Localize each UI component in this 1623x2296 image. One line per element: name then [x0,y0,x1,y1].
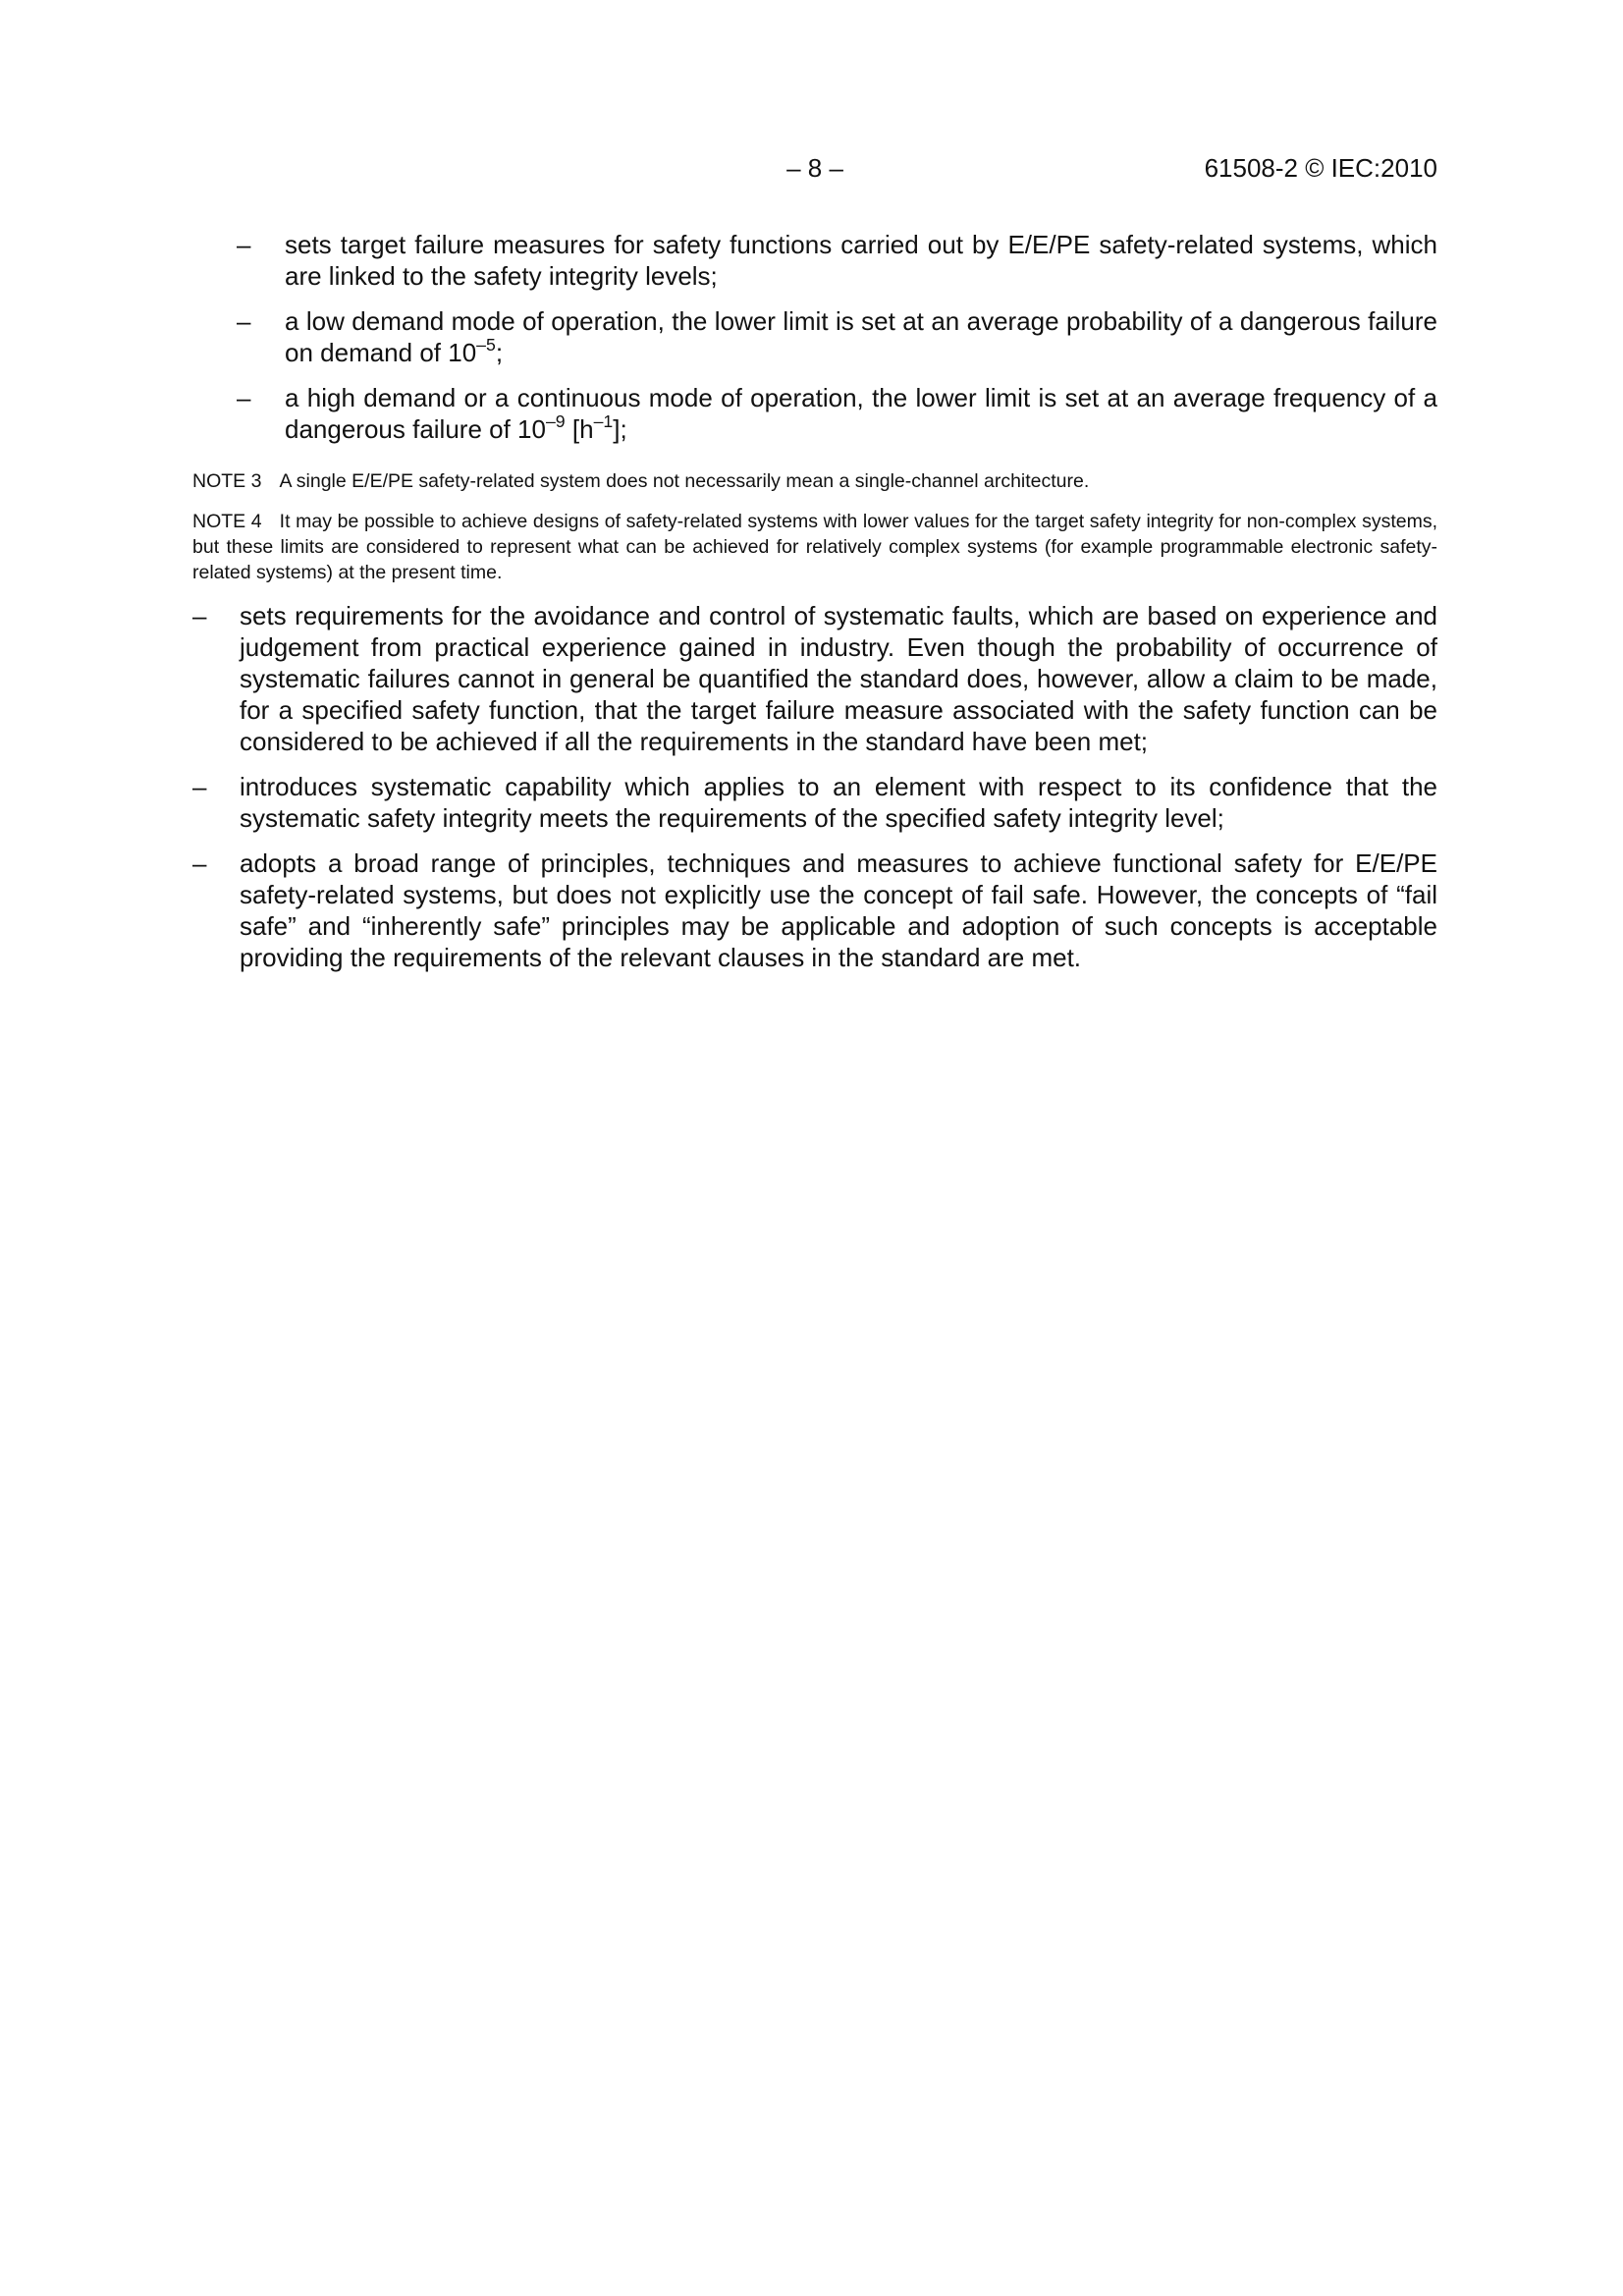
page-content [192,229,1437,987]
list-item [192,229,1437,292]
bullet-dash: – [237,230,251,259]
notes [192,468,1437,585]
note-text: A single E/E/PE safety-related system does not necessarily mean a single-channel architecture. [279,470,1090,492]
list-item-text: sets target failure measures for safety functions carried out by E/E/PE safety-related systems, which are linked to the safety integrity levels; [285,230,1437,291]
note-label: NOTE 4 [192,511,262,532]
exponent-unit: –1 [593,411,614,432]
list-item-text-end: ]; [613,414,627,444]
list-item [192,771,1437,834]
list-item [192,382,1437,445]
bullet-dash: – [192,848,207,878]
list-item-text-mid: [h [565,414,594,444]
list-item [192,305,1437,368]
list-item-text: a low demand mode of operation, the lower limit is set at an average probability of a dangerous failure on demand of 10 [285,306,1437,367]
list-item-text: introduces systematic capability which applies to an element with respect to its confidence that the systematic safety integrity meets the requirements of the specified safety integrity level; [240,772,1437,833]
bullet-dash: – [192,601,207,630]
note-3 [192,468,1437,494]
list-item-text: sets requirements for the avoidance and control of systematic faults, which are based on experience and judgement from practical experience gained in industry. Even though the probability of occurrence of systematic failures cannot in general be quantified the standard does, however, allow a claim to be made, for a specified safety function, that the target failure measure associated with the safety function can be considered to be achieved if all the requirements in the standard have been met; [240,601,1437,756]
list-item-text: a high demand or a continuous mode of operation, the lower limit is set at an average frequency of a dangerous failure of 10 [285,383,1437,444]
page-header [192,153,1437,192]
note-label: NOTE 3 [192,470,262,492]
page-number: – 8 – [786,153,843,183]
list-item-text-end: ; [495,338,504,367]
note-text: It may be possible to achieve designs of safety-related systems with lower values for the target safety integrity for non-complex systems, but these limits are considered to represent what can be achieved for relatively complex systems (for example programmable electronic safety-related systems) at the present time. [192,511,1437,583]
bullet-dash: – [237,383,251,412]
bullet-dash: – [237,306,251,336]
list-item [192,600,1437,757]
document-reference: 61508-2 © IEC:2010 [1204,153,1437,183]
exponent: –9 [545,411,566,432]
bullet-dash: – [192,772,207,801]
note-4 [192,509,1437,585]
sub-bullet-list [192,229,1437,445]
list-item [192,847,1437,973]
main-bullet-list [192,600,1437,973]
list-item-text: adopts a broad range of principles, techniques and measures to achieve functional safety for E/E/PE safety-related systems, but does not explicitly use the concept of fail safe. However, the concepts of “fail safe” and “inherently safe” principles may be applicable and adoption of such concepts is acceptable providing the requirements of the relevant clauses in the standard are met. [240,848,1437,972]
exponent: –5 [476,335,496,355]
